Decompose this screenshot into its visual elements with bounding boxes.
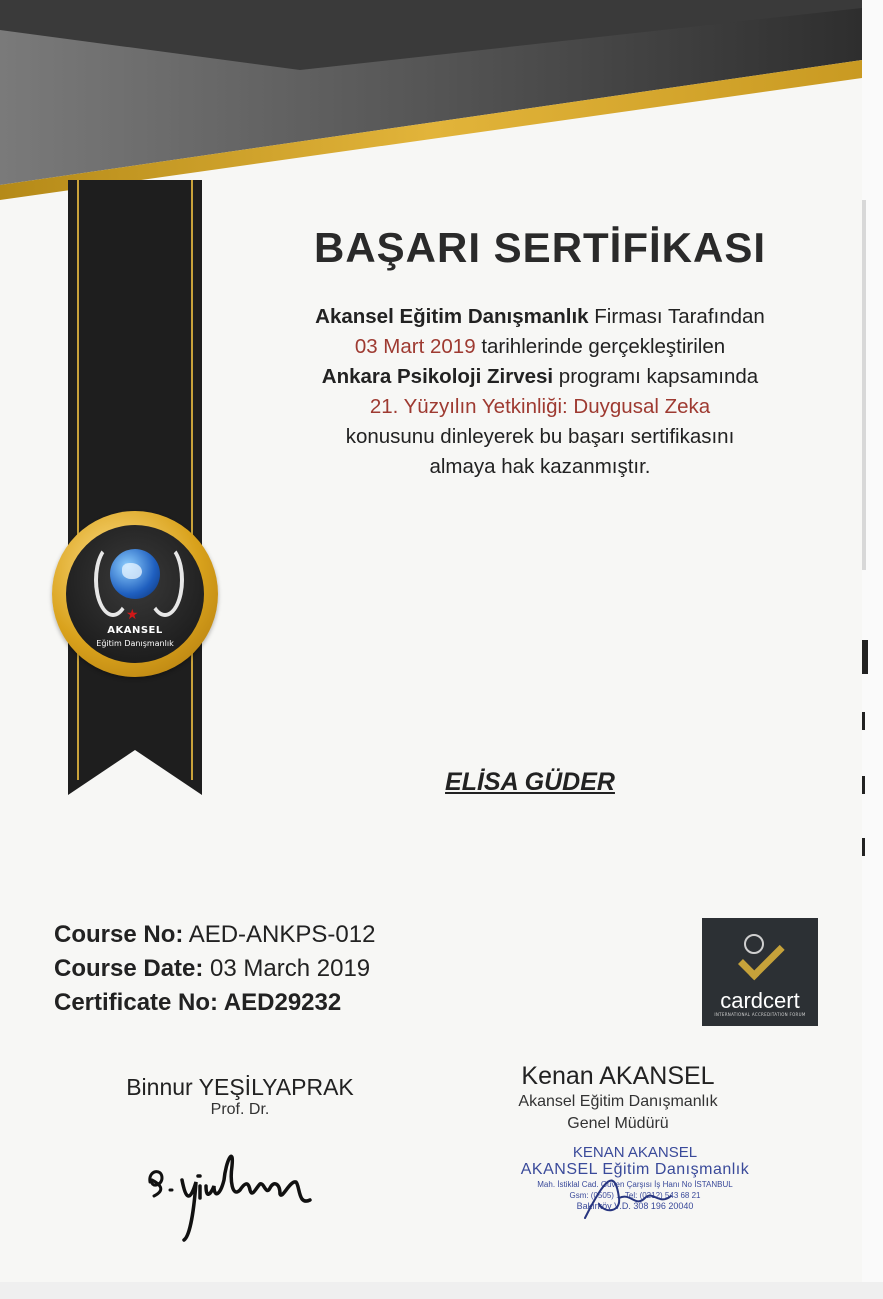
logo-subtitle: INTERNATIONAL ACCREDITATION FORUM [714,1012,806,1017]
globe-icon [110,549,160,599]
body-line6: almaya hak kazanmıştır. [429,455,651,478]
detail-value: AED29232 [218,989,342,1016]
certificate-title: BAŞARI SERTİFİKASI [313,224,767,271]
body-line5: konusunu dinleyerek bu başarı sertifikasını [345,425,735,448]
stamp-phone: Gsm: (0505) ... Tel: (0212) 543 68 21 [569,1191,701,1200]
course-no-row [54,918,375,952]
certificate-no-row [54,986,375,1020]
body-line2-rest: tarihlerinde gerçekleştirilen [475,335,726,358]
stamp-name: KENAN AKANSEL [572,1144,698,1161]
organizer-name: Akansel Eğitim Danışmanlık [315,305,589,328]
signatory-role: Genel Müdürü [567,1115,669,1132]
company-seal [52,511,218,677]
logo-text: cardcert [720,988,800,1013]
detail-label: Certificate No: [54,989,219,1016]
course-date-row [54,952,375,986]
stamp-address: Mah. İstiklal Cad. Güven Çarşısı İş Hanı No İSTANBUL [537,1180,733,1189]
header-banner [0,0,862,200]
signatory-name: Binnur YEŞİLYAPRAK [126,1074,354,1100]
star-icon: ★ [126,607,139,623]
certificate-body [260,302,820,482]
bottom-margin [0,1282,883,1299]
signatory-left [110,1074,370,1119]
signatory-name: Kenan AKANSEL [521,1062,715,1090]
adjacent-page-edge [862,0,883,1299]
event-date: 03 Mart 2019 [354,335,476,358]
seal-subtitle: Eğitim Danışmanlık [96,639,174,648]
signatory-org: Akansel Eğitim Danışmanlık [518,1093,718,1110]
signatory-title: Prof. Dr. [210,1101,270,1118]
handwritten-signature [140,1140,330,1250]
seal-name: AKANSEL [107,625,163,636]
stamp-tax: Bakırköy V.D. 308 196 20040 [576,1201,694,1211]
stamp-company: AKANSEL Eğitim Danışmanlık [520,1161,750,1178]
body-line3-rest: programı kapsamında [553,365,759,388]
signatory-right [488,1062,748,1135]
detail-label: Course No: [54,921,184,948]
ribbon [68,180,202,805]
stamp-signature [575,1168,685,1228]
course-details [54,918,375,1020]
cardcert-logo [702,918,818,1026]
topic: 21. Yüzyılın Yetkinliği: Duygusal Zeka [369,395,711,418]
detail-value: AED-ANKPS-012 [183,921,376,948]
recipient-name: ELİSA GÜDER [445,768,615,796]
body-line1-rest: Firması Tarafından [588,305,765,328]
event-name: Ankara Psikoloji Zirvesi [321,365,554,388]
detail-value: 03 March 2019 [203,955,371,982]
detail-label: Course Date: [54,955,204,982]
